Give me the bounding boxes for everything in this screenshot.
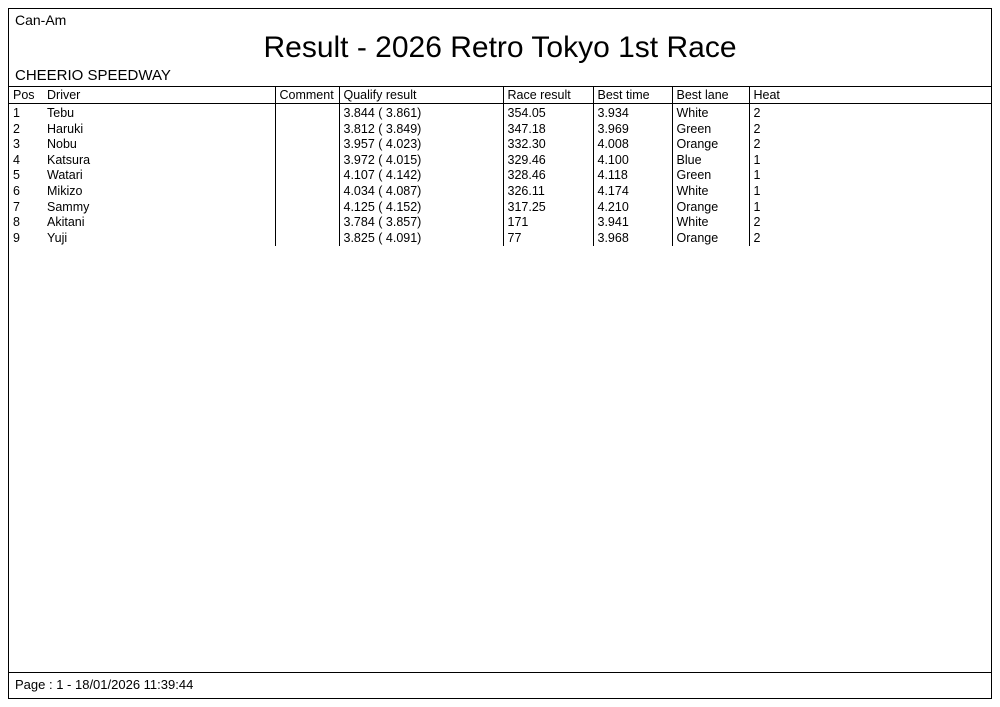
cell-race: 317.25 — [503, 200, 593, 216]
cell-qualify: 3.784 ( 3.857) — [339, 215, 503, 231]
cell-best-lane: White — [672, 215, 749, 231]
cell-pos: 3 — [13, 137, 20, 152]
cell-heat: 1 — [749, 168, 991, 184]
cell-best-lane: Green — [672, 168, 749, 184]
cell-race: 171 — [503, 215, 593, 231]
cell-best-time: 4.008 — [593, 137, 672, 153]
cell-qualify: 3.825 ( 4.091) — [339, 231, 503, 247]
table-row — [9, 122, 991, 138]
cell-qualify: 3.972 ( 4.015) — [339, 153, 503, 169]
result-sheet — [8, 8, 992, 699]
venue-name: CHEERIO SPEEDWAY — [15, 67, 171, 84]
cell-driver: Akitani — [47, 215, 85, 230]
results-table — [9, 87, 991, 246]
column-header-driver: Driver — [43, 87, 275, 104]
cell-best-time: 3.934 — [593, 104, 672, 122]
sheet-header — [9, 9, 991, 87]
cell-race: 329.46 — [503, 153, 593, 169]
cell-pos: 7 — [13, 199, 20, 214]
table-row — [9, 184, 991, 200]
cell-best-lane: Green — [672, 122, 749, 138]
table-row — [9, 168, 991, 184]
cell-pos: 4 — [13, 152, 20, 167]
column-header-comment: Comment — [275, 87, 339, 104]
column-header-best-time: Best time — [593, 87, 672, 104]
cell-best-time: 4.100 — [593, 153, 672, 169]
cell-heat: 2 — [749, 122, 991, 138]
cell-heat: 1 — [749, 200, 991, 216]
cell-comment — [275, 122, 339, 138]
cell-best-time: 3.968 — [593, 231, 672, 247]
table-row — [9, 153, 991, 169]
cell-best-time: 3.969 — [593, 122, 672, 138]
table-row — [9, 137, 991, 153]
table-row — [9, 215, 991, 231]
cell-comment — [275, 184, 339, 200]
table-row — [9, 104, 991, 122]
cell-best-lane: Orange — [672, 231, 749, 247]
cell-best-time: 3.941 — [593, 215, 672, 231]
cell-qualify: 4.034 ( 4.087) — [339, 184, 503, 200]
cell-heat: 2 — [749, 137, 991, 153]
column-header-heat: Heat — [749, 87, 991, 104]
cell-race: 328.46 — [503, 168, 593, 184]
table-row — [9, 200, 991, 216]
cell-best-lane: White — [672, 184, 749, 200]
cell-pos: 6 — [13, 183, 20, 198]
cell-best-lane: White — [672, 104, 749, 122]
cell-driver: Yuji — [47, 230, 68, 245]
cell-pos: 9 — [13, 230, 20, 245]
cell-driver: Nobu — [47, 137, 77, 152]
column-header-race: Race result — [503, 87, 593, 104]
column-header-qualify: Qualify result — [339, 87, 503, 104]
cell-driver: Katsura — [47, 152, 91, 167]
cell-race: 332.30 — [503, 137, 593, 153]
cell-pos: 1 — [13, 106, 20, 120]
cell-driver: Sammy — [47, 199, 90, 214]
cell-comment — [275, 153, 339, 169]
cell-driver: Tebu — [47, 106, 75, 120]
cell-best-time: 4.174 — [593, 184, 672, 200]
cell-race: 326.11 — [503, 184, 593, 200]
cell-best-lane: Orange — [672, 200, 749, 216]
cell-heat: 2 — [749, 104, 991, 122]
cell-qualify: 3.812 ( 3.849) — [339, 122, 503, 138]
cell-comment — [275, 215, 339, 231]
cell-pos: 8 — [13, 215, 20, 230]
cell-race: 77 — [503, 231, 593, 247]
cell-driver: Mikizo — [47, 183, 83, 198]
cell-heat: 2 — [749, 215, 991, 231]
column-header-best-lane: Best lane — [672, 87, 749, 104]
cell-race: 354.05 — [503, 104, 593, 122]
table-header-row — [9, 87, 991, 104]
cell-comment — [275, 200, 339, 216]
cell-comment — [275, 137, 339, 153]
cell-heat: 1 — [749, 184, 991, 200]
class-name: Can-Am — [15, 12, 67, 28]
cell-best-lane: Blue — [672, 153, 749, 169]
sheet-footer — [9, 672, 991, 698]
cell-qualify: 3.844 ( 3.861) — [339, 104, 503, 122]
cell-qualify: 4.107 ( 4.142) — [339, 168, 503, 184]
cell-heat: 1 — [749, 153, 991, 169]
cell-heat: 2 — [749, 231, 991, 247]
cell-pos: 2 — [13, 121, 20, 136]
column-header-pos: Pos — [9, 87, 43, 104]
cell-comment — [275, 168, 339, 184]
cell-qualify: 3.957 ( 4.023) — [339, 137, 503, 153]
cell-comment — [275, 104, 339, 122]
cell-best-time: 4.210 — [593, 200, 672, 216]
cell-race: 347.18 — [503, 122, 593, 138]
cell-driver: Haruki — [47, 121, 84, 136]
cell-best-lane: Orange — [672, 137, 749, 153]
cell-pos: 5 — [13, 168, 20, 183]
table-row — [9, 231, 991, 247]
cell-qualify: 4.125 ( 4.152) — [339, 200, 503, 216]
cell-comment — [275, 231, 339, 247]
cell-best-time: 4.118 — [593, 168, 672, 184]
cell-driver: Watari — [47, 168, 83, 183]
footer-page-info: Page : 1 - 18/01/2026 11:39:44 — [15, 677, 194, 692]
page-title: Result - 2026 Retro Tokyo 1st Race — [263, 31, 737, 64]
